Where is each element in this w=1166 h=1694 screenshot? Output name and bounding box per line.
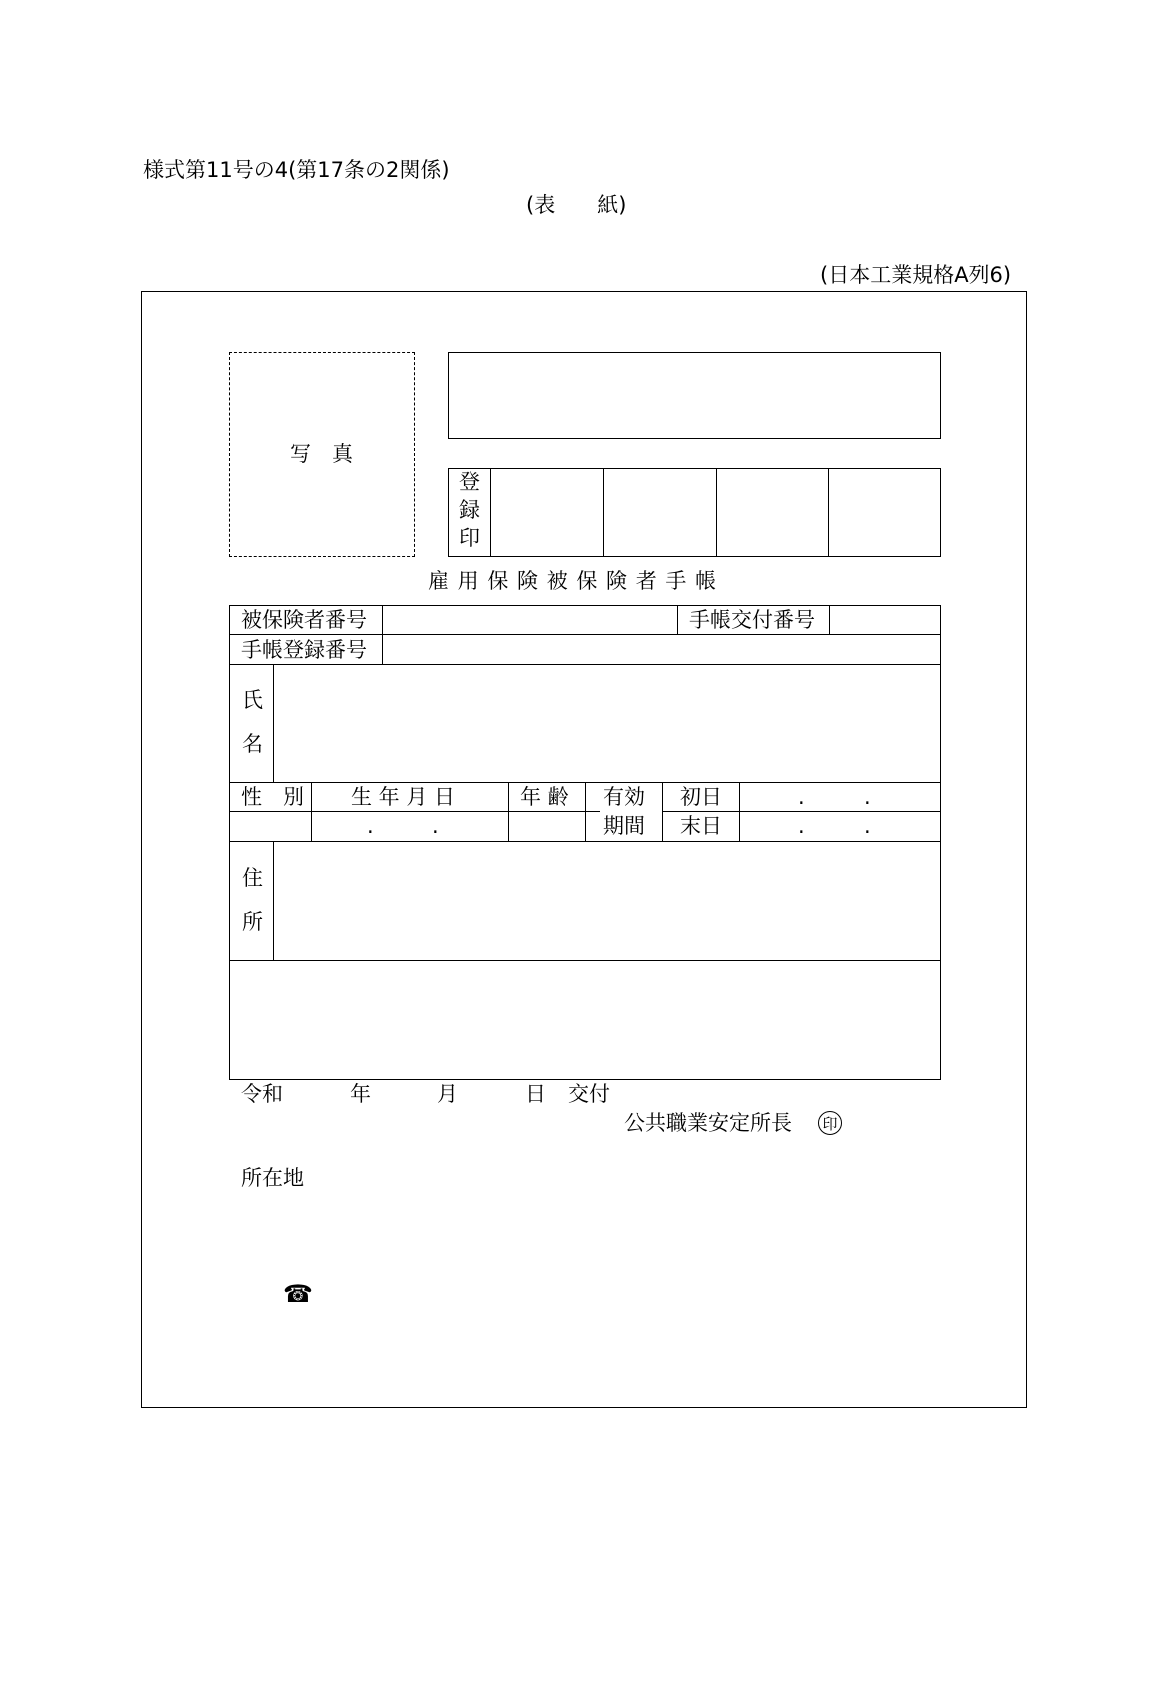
phone-icon: ☎ <box>283 1280 313 1308</box>
col-line <box>508 782 509 841</box>
last-day-label: 末日 <box>680 814 722 838</box>
cover-label: (表 紙) <box>526 193 627 217</box>
col-line <box>382 605 383 664</box>
stamp-divider <box>490 468 491 557</box>
col-line <box>585 782 586 841</box>
col-line <box>739 782 740 841</box>
first-day-label: 初日 <box>680 785 722 809</box>
stamp-label-1: 登 <box>459 470 480 494</box>
row-line <box>229 841 941 842</box>
issue-year: 年 <box>350 1082 371 1106</box>
sex-label: 性 別 <box>241 785 304 809</box>
row-line <box>229 664 941 665</box>
row-line <box>662 811 941 812</box>
stamp-label-3: 印 <box>459 526 480 550</box>
booklet-registration-number-label: 手帳登録番号 <box>241 638 367 662</box>
office-head: 公共職業安定所長 <box>624 1111 792 1135</box>
col-line <box>662 782 663 841</box>
booklet-title: 雇 用 保 険 被 保 険 者 手 帳 <box>428 569 718 593</box>
seal-mark: 印 <box>818 1111 842 1135</box>
name-label-2: 名 <box>242 732 263 756</box>
name-label-1: 氏 <box>242 688 263 712</box>
location-label: 所在地 <box>241 1166 304 1190</box>
stamp-divider <box>828 468 829 557</box>
row-line <box>229 960 941 961</box>
address-label-2: 所 <box>242 910 263 934</box>
col-line <box>829 605 830 634</box>
col-line <box>273 841 274 960</box>
issue-day: 日 <box>525 1082 546 1106</box>
age-label: 年 齢 <box>520 785 569 809</box>
insured-number-label: 被保険者番号 <box>241 608 367 632</box>
issue-issued: 交付 <box>568 1082 610 1106</box>
size-note: (日本工業規格A列6) <box>820 263 1012 287</box>
last-day-dot: . <box>798 814 805 838</box>
first-day-dot: . <box>864 785 871 809</box>
booklet-issue-number-label: 手帳交付番号 <box>689 608 815 632</box>
form-number: 様式第11号の4(第17条の2関係) <box>143 158 450 182</box>
stamp-divider <box>603 468 604 557</box>
address-label-1: 住 <box>242 866 263 890</box>
blank-box <box>448 352 941 439</box>
row-line <box>229 811 600 812</box>
row-line <box>229 634 941 635</box>
stamp-divider <box>716 468 717 557</box>
col-line <box>311 782 312 841</box>
issue-era: 令和 <box>241 1082 283 1106</box>
issue-month: 月 <box>437 1082 458 1106</box>
col-line <box>273 664 274 782</box>
validity-label-1: 有効 <box>603 785 645 809</box>
registration-stamp-box <box>448 468 941 557</box>
photo-label: 写 真 <box>290 442 353 466</box>
last-day-dot: . <box>864 814 871 838</box>
validity-label-2: 期間 <box>603 814 645 838</box>
birthdate-label: 生 年 月 日 <box>351 785 456 809</box>
main-table <box>229 605 941 1080</box>
birthdate-dot: . <box>367 814 374 838</box>
birthdate-dot: . <box>432 814 439 838</box>
col-line <box>677 605 678 634</box>
first-day-dot: . <box>798 785 805 809</box>
stamp-label-2: 録 <box>459 498 480 522</box>
